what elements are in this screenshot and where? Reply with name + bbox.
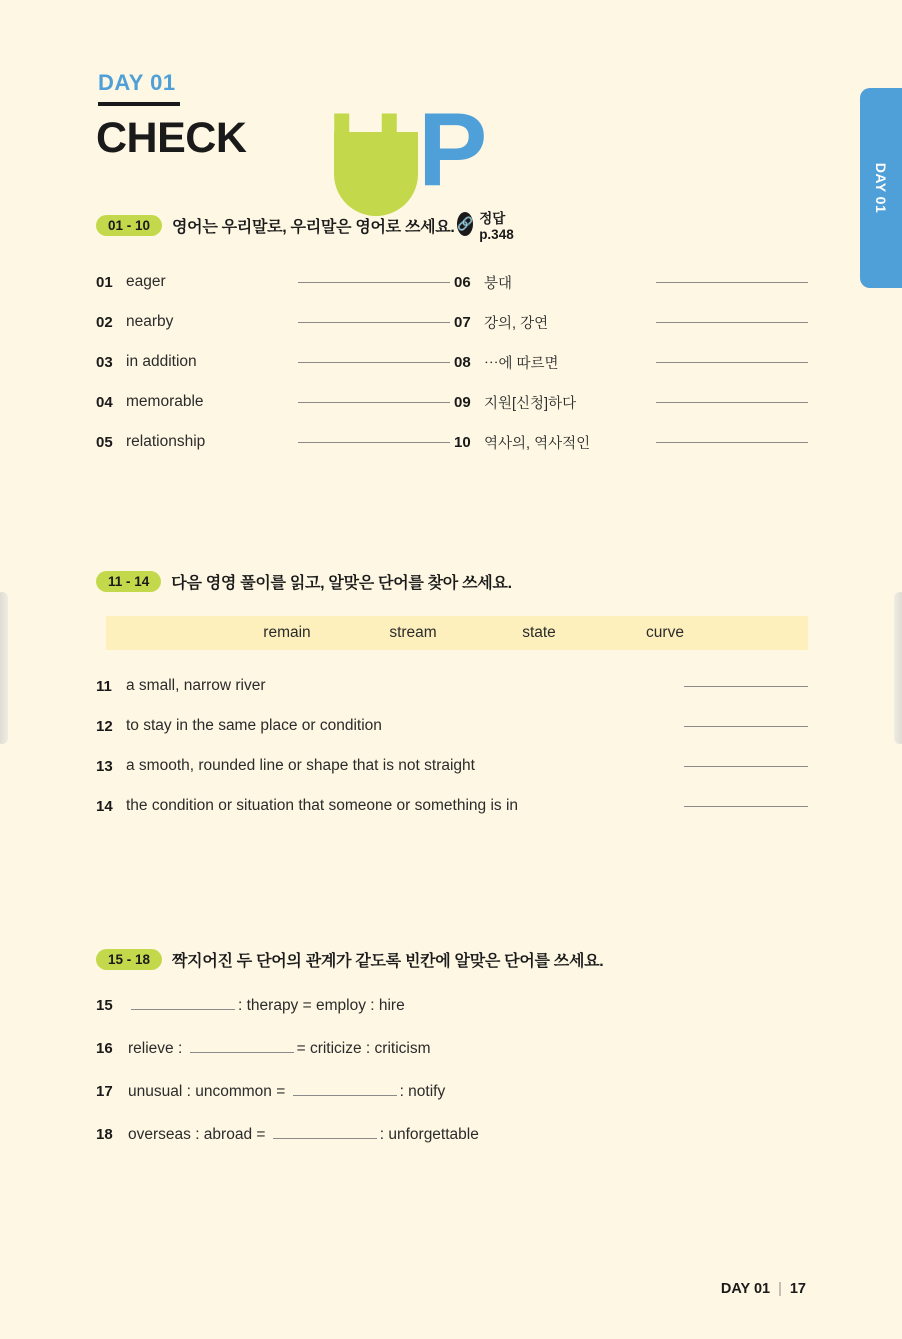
question-03: [96, 353, 454, 371]
question-text: relationship: [126, 433, 206, 450]
answer-blank[interactable]: [656, 282, 808, 283]
answer-blank[interactable]: [656, 442, 808, 443]
question-04: [96, 393, 454, 411]
question-number: 09: [454, 393, 471, 411]
answer-blank[interactable]: [298, 322, 450, 323]
answer-blank[interactable]: [273, 1125, 377, 1139]
section-15-18-range: 15 - 18: [96, 949, 162, 971]
answer-blank[interactable]: [684, 686, 808, 687]
question-18: [96, 1125, 812, 1168]
table-row: [96, 262, 812, 302]
page-edge-right: [894, 592, 902, 744]
question-number: 03: [96, 353, 113, 371]
question-text-after: : therapy = employ : hire: [238, 997, 405, 1014]
answer-blank[interactable]: [684, 726, 808, 727]
question-text: eager: [126, 273, 166, 290]
question-text: 붕대: [484, 275, 513, 292]
section-15-18-rows: [96, 996, 812, 1168]
section-01-10-range: 01 - 10: [96, 215, 162, 237]
question-text: 역사의, 역사적인: [484, 435, 591, 452]
section-11-14-range: 11 - 14: [96, 571, 161, 593]
table-row: [96, 342, 812, 382]
answer-reference-label: 정답 p.348: [479, 210, 514, 242]
question-number: 17: [96, 1083, 113, 1100]
question-17: [96, 1082, 812, 1125]
answer-blank[interactable]: [293, 1082, 397, 1096]
question-12: [96, 706, 812, 746]
question-number: 15: [96, 997, 113, 1014]
answer-blank[interactable]: [131, 996, 235, 1010]
table-row: [96, 382, 812, 422]
answer-blank[interactable]: [190, 1039, 294, 1053]
question-11: [96, 666, 812, 706]
answer-blank[interactable]: [298, 402, 450, 403]
answer-blank[interactable]: [656, 322, 808, 323]
question-text-before: relieve :: [128, 1040, 187, 1057]
question-number: 06: [454, 273, 471, 291]
question-09: [454, 392, 812, 413]
day-title: DAY 01: [98, 70, 176, 95]
question-number: 10: [454, 433, 471, 451]
check-word: CHECK: [96, 114, 247, 162]
section-11-14-title: 다음 영영 풀이를 읽고, 알맞은 단어를 찾아 쓰세요.: [171, 575, 512, 592]
question-05: [96, 433, 454, 451]
page-number: 17: [789, 1281, 806, 1297]
question-number: 13: [96, 757, 113, 775]
section-11-14-rows: [96, 666, 812, 826]
day-side-tab[interactable]: [860, 88, 902, 288]
section-15-18: [96, 948, 812, 1188]
question-15: [96, 996, 812, 1039]
section-11-14-head: [96, 570, 812, 593]
footer-day: DAY 01: [720, 1281, 771, 1297]
answer-blank[interactable]: [684, 806, 808, 807]
word-bank-item-4: curve: [646, 624, 684, 641]
question-14: [96, 786, 812, 826]
letter-u: U: [328, 92, 400, 208]
question-number: 08: [454, 353, 471, 371]
question-number: 07: [454, 313, 471, 331]
answer-blank[interactable]: [656, 402, 808, 403]
question-number: 01: [96, 273, 113, 291]
question-08: [454, 352, 812, 373]
question-number: 11: [96, 677, 112, 695]
question-text: to stay in the same place or condition: [126, 717, 382, 734]
question-text-before: overseas : abroad =: [128, 1126, 270, 1143]
question-number: 05: [96, 433, 113, 451]
word-bank: [106, 616, 808, 650]
question-text: the condition or situation that someone or something is in: [126, 797, 519, 814]
question-text: memorable: [126, 393, 204, 410]
answer-blank[interactable]: [298, 282, 450, 283]
link-icon: 🔗: [457, 212, 473, 236]
section-15-18-head: [96, 948, 812, 971]
section-11-14: [96, 570, 812, 870]
question-06: [454, 272, 812, 293]
word-bank-item-3: state: [522, 624, 556, 641]
answer-blank[interactable]: [298, 442, 450, 443]
question-02: [96, 313, 454, 331]
day-title-rule: [98, 102, 180, 106]
question-number: 12: [96, 717, 113, 735]
question-text: ⋯에 따르면: [484, 355, 559, 372]
word-bank-item-1: remain: [263, 624, 311, 641]
question-text: nearby: [126, 313, 174, 330]
question-16: [96, 1039, 812, 1082]
question-number: 02: [96, 313, 113, 331]
page-edge-left: [0, 592, 8, 744]
table-row: [96, 302, 812, 342]
section-01-10-grid: [96, 262, 812, 462]
word-bank-item-2: stream: [389, 624, 437, 641]
day-side-tab-label: DAY 01: [873, 162, 889, 214]
answer-blank[interactable]: [656, 362, 808, 363]
question-07: [454, 312, 812, 333]
section-01-10: [96, 214, 812, 474]
question-number: 18: [96, 1126, 113, 1143]
answer-blank[interactable]: [684, 766, 808, 767]
footer-separator: |: [778, 1281, 782, 1297]
question-text: 강의, 강연: [484, 315, 549, 332]
section-15-18-title: 짝지어진 두 단어의 관계가 같도록 빈칸에 알맞은 단어를 쓰세요.: [172, 953, 604, 970]
table-row: [96, 422, 812, 462]
question-number: 16: [96, 1040, 113, 1057]
question-text-after: : notify: [399, 1083, 446, 1100]
question-text: 지원[신청]하다: [484, 395, 577, 412]
question-text: a smooth, rounded line or shape that is not straight: [126, 757, 475, 774]
question-text: in addition: [126, 353, 197, 370]
question-10: [454, 432, 812, 453]
answer-blank[interactable]: [298, 362, 450, 363]
question-13: [96, 746, 812, 786]
page-footer: [721, 1281, 806, 1297]
question-text: a small, narrow river: [126, 677, 266, 694]
section-01-10-title: 영어는 우리말로, 우리말은 영어로 쓰세요.: [172, 219, 455, 236]
question-number: 04: [96, 393, 113, 411]
section-01-10-head: [96, 214, 812, 237]
question-text-after: : unforgettable: [379, 1126, 479, 1143]
question-text-before: unusual : uncommon =: [128, 1083, 290, 1100]
letter-p: P: [418, 92, 488, 208]
question-text-after: = criticize : criticism: [296, 1040, 431, 1057]
question-01: [96, 273, 454, 291]
question-number: 14: [96, 797, 113, 815]
